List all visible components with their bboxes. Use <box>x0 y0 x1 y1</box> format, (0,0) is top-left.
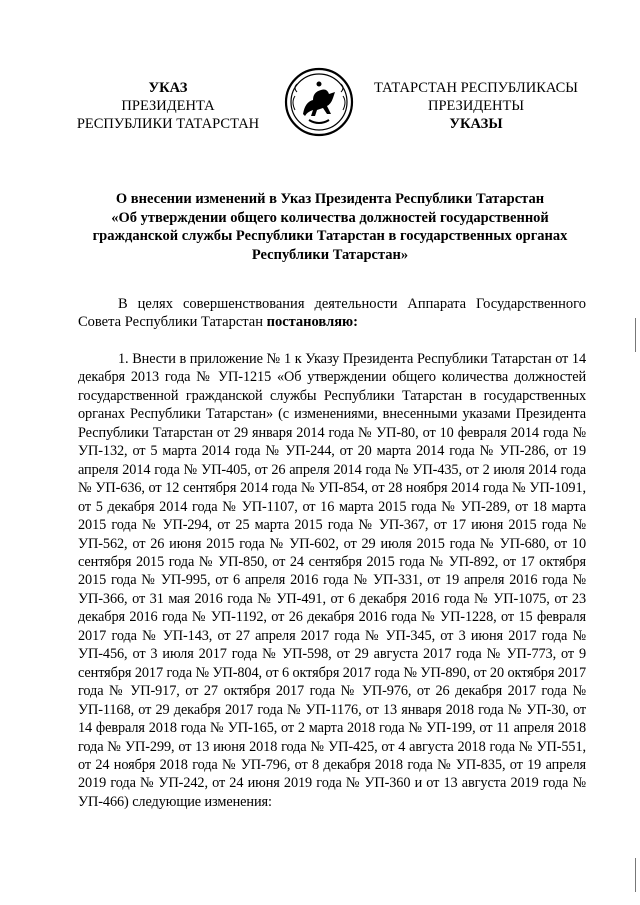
title-line-4: Республики Татарстан» <box>251 246 409 263</box>
header-right-line2: ПРЕЗИДЕНТЫ <box>427 98 525 114</box>
title-line-3: гражданской службы Республики Татарстан в государственных органах <box>92 228 568 244</box>
title-line-2: «Об утверждении общего количества должностей государственной <box>111 209 549 226</box>
header-right-block <box>366 79 586 133</box>
header-right-title: УКАЗЫ <box>449 116 503 132</box>
header-left-line2: ПРЕЗИДЕНТА <box>121 98 215 114</box>
intro-text: В целях совершенствования деятельности Аппарата Государственного Совета Республики Татарстан <box>78 296 586 330</box>
scan-margin-mark <box>635 318 636 352</box>
paragraph-1: 1. Внести в приложение № 1 к Указу Президента Республики Татарстан от 14 декабря 2013 года № УП-1215 «Об утверждении общего количества должностей государственной гражданской службы Республики Татарстан в государственных органах Республики Татарстан» (с изменениями, внесенными указами Президента Республики Татарстан от 29 января 2014 года № УП-80, от 10 февраля 2014 года № УП-132, от 5 марта 2014 года № УП-244, от 20 марта 2014 года № УП-286, от 19 апреля 2014 года № УП-405, от 26 апреля 2014 года № УП-435, от 2 июля 2014 года № УП-636, от 12 сентября 2014 года № УП-854, от 28 ноября 2014 года № УП-1091, от 5 декабря 2014 года № УП-1107, от 16 марта 2015 года № УП-289, от 18 марта 2015 года № УП-294, от 25 марта 2015 года № УП-367, от 17 июня 2015 года № УП-562, от 26 июня 2015 года № УП-602, от 29 июля 2015 года № УП-680, от 10 сентября 2015 года № УП-850, от 24 сентября 2015 года № УП-892, от 17 октября 2015 года № УП-995, от 6 апреля 2016 года № УП-331, от 19 апреля 2016 года № УП-366, от 31 мая 2016 года № УП-491, от 6 декабря 2016 года № УП-1075, от 23 декабря 2016 года № УП-1192, от 26 декабря 2016 года № УП-1228, от 15 февраля 2017 года № УП-143, от 27 апреля 2017 года № УП-345, от 3 июня 2017 года № УП-456, от 3 июля 2017 года № УП-598, от 29 августа 2017 года № УП-773, от 9 сентября 2017 года № УП-804, от 6 октября 2017 года № УП-890, от 20 октября 2017 года № УП-917, от 27 октября 2017 года № УП-976, от 26 декабря 2017 года № УП-1168, от 29 декабря 2017 года № УП-1176, от 13 января 2018 года № УП-30, от 14 февраля 2018 года № УП-165, от 2 марта 2018 года № УП-199, от 11 апреля 2018 года № УП-299, от 13 июня 2018 года № УП-425, от 4 августа 2018 года № УП-551, от 24 ноября 2018 года № УП-796, от 8 декабря 2018 года № УП-835, от 19 апреля 2019 года № УП-242, от 24 июня 2019 года № УП-360 и от 13 августа 2019 года № УП-466) следующие изменения: <box>78 351 586 810</box>
intro-emphasis: постановляю: <box>266 314 358 330</box>
header-left-title: УКАЗ <box>148 80 188 96</box>
coat-of-arms-icon <box>283 66 355 138</box>
header-left-block <box>68 79 268 133</box>
intro-paragraph <box>78 295 586 331</box>
document-title <box>60 190 600 264</box>
title-line-1: О внесении изменений в Указ Президента Республики Татарстан <box>115 191 545 207</box>
scan-margin-mark <box>635 858 636 892</box>
header-right-line1: ТАТАРСТАН РЕСПУБЛИКАСЫ <box>374 80 578 96</box>
header-left-line3: РЕСПУБЛИКИ ТАТАРСТАН <box>76 116 260 132</box>
